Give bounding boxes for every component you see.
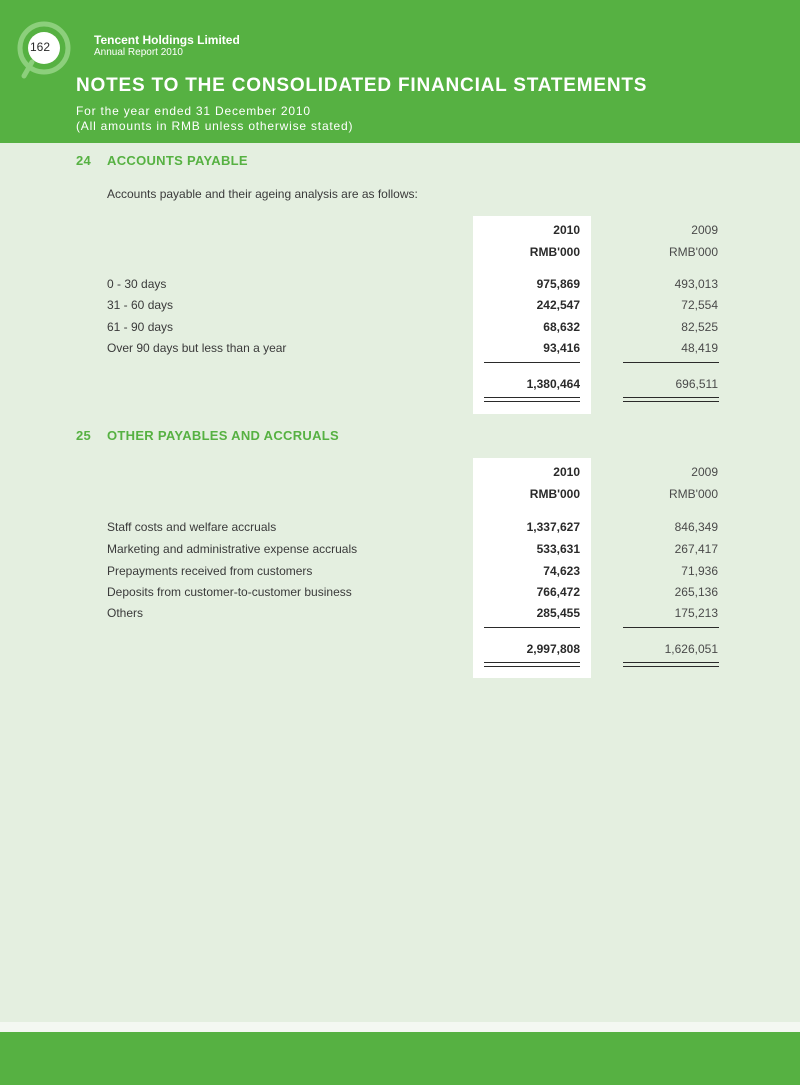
page-footer xyxy=(0,1032,800,1085)
table-row-label: Deposits from customer-to-customer business xyxy=(107,585,352,599)
subtotal-rule-2009 xyxy=(623,627,719,628)
section-25-total-2009: 1,626,051 xyxy=(664,642,718,656)
page-subtitle-currency: (All amounts in RMB unless otherwise stated) xyxy=(76,119,354,133)
table-row-value-2010: 242,547 xyxy=(536,298,580,312)
table-row-value-2009: 82,525 xyxy=(681,320,718,334)
table-row-value-2009: 48,419 xyxy=(681,341,718,355)
table-row-label: Staff costs and welfare accruals xyxy=(107,520,277,534)
table-row-label: Marketing and administrative expense accruals xyxy=(107,542,358,556)
total-double-rule-2009 xyxy=(623,401,719,402)
total-double-rule-2009 xyxy=(623,666,719,667)
section-24-heading xyxy=(76,153,248,168)
table-row-label: 0 - 30 days xyxy=(107,277,167,291)
footer-divider xyxy=(0,1022,800,1032)
table-row-value-2010: 1,337,627 xyxy=(526,520,580,534)
section-25-header-2009: 2009 xyxy=(691,465,718,479)
table-row-value-2009: 72,554 xyxy=(681,298,718,312)
table-row-value-2010: 533,631 xyxy=(536,542,580,556)
table-row-value-2009: 265,136 xyxy=(674,585,718,599)
section-24-title: ACCOUNTS PAYABLE xyxy=(107,153,248,168)
table-row-label: Prepayments received from customers xyxy=(107,564,313,578)
table-row-value-2009: 267,417 xyxy=(674,542,718,556)
page-subtitle-period: For the year ended 31 December 2010 xyxy=(76,104,311,118)
section-25-title: OTHER PAYABLES AND ACCRUALS xyxy=(107,428,340,443)
subtotal-rule-2010 xyxy=(484,627,580,628)
report-name: Annual Report 2010 xyxy=(94,47,183,58)
table-row-value-2010: 93,416 xyxy=(543,341,580,355)
table-row-value-2010: 74,623 xyxy=(543,564,580,578)
section-24-header-2009: 2009 xyxy=(691,223,718,237)
table-row-value-2009: 71,936 xyxy=(681,564,718,578)
subtotal-rule-2009 xyxy=(623,362,719,363)
section-24-unit-2009: RMB'000 xyxy=(669,245,718,259)
table-row-label: 61 - 90 days xyxy=(107,320,174,334)
table-row-value-2009: 175,213 xyxy=(674,606,718,620)
table-row-label: Over 90 days but less than a year xyxy=(107,341,287,355)
table-row-value-2009: 846,349 xyxy=(674,520,718,534)
table-row-value-2010: 285,455 xyxy=(536,606,580,620)
table-row-value-2010: 68,632 xyxy=(543,320,580,334)
section-24-header-2010: 2010 xyxy=(553,223,580,237)
page-number: 162 xyxy=(30,40,51,54)
table-row-value-2010: 975,869 xyxy=(536,277,580,291)
section-24-total-2010: 1,380,464 xyxy=(526,377,580,391)
section-25-unit-2010: RMB'000 xyxy=(529,487,580,501)
total-double-rule-2010 xyxy=(484,666,580,667)
page-title: NOTES TO THE CONSOLIDATED FINANCIAL STATEMENTS xyxy=(76,75,648,96)
table-row-value-2009: 493,013 xyxy=(674,277,718,291)
table-row-label: 31 - 60 days xyxy=(107,298,174,312)
total-double-rule-2009 xyxy=(623,397,719,398)
total-double-rule-2009 xyxy=(623,662,719,663)
section-24-number: 24 xyxy=(76,153,92,168)
total-double-rule-2010 xyxy=(484,662,580,663)
page-header xyxy=(0,0,800,143)
subtotal-rule-2010 xyxy=(484,362,580,363)
section-25-total-2010: 2,997,808 xyxy=(526,642,580,656)
section-25-heading xyxy=(76,428,339,443)
section-25-header-2010: 2010 xyxy=(553,465,580,479)
section-24-total-2009: 696,511 xyxy=(675,377,718,391)
section-25-number: 25 xyxy=(76,428,92,443)
table-row-value-2010: 766,472 xyxy=(536,585,580,599)
total-double-rule-2010 xyxy=(484,401,580,402)
total-double-rule-2010 xyxy=(484,397,580,398)
section-25-unit-2009: RMB'000 xyxy=(669,487,718,501)
section-24-unit-2010: RMB'000 xyxy=(529,245,580,259)
section-24-intro: Accounts payable and their ageing analysis are as follows: xyxy=(107,187,418,201)
company-name: Tencent Holdings Limited xyxy=(94,33,240,47)
table-row-label: Others xyxy=(107,606,144,620)
